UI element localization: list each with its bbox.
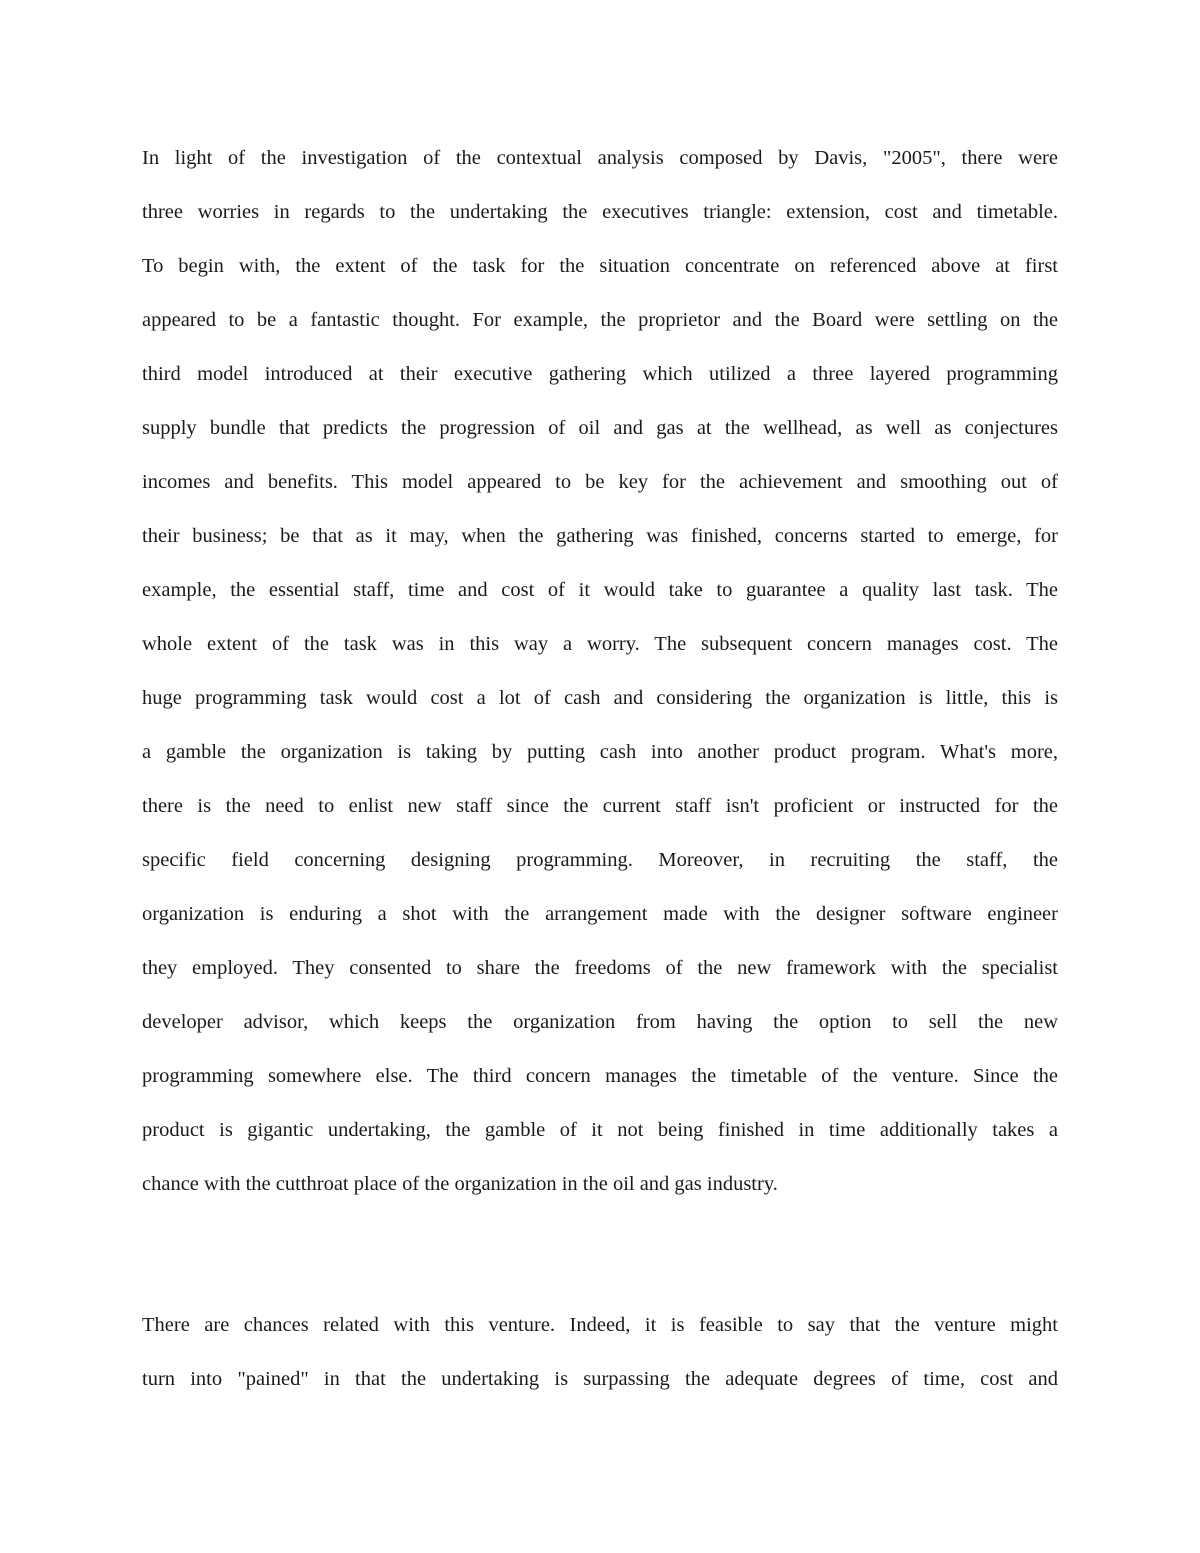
paragraph-1	[142, 144, 1058, 1224]
paragraph-line: organization is enduring a shot with the arrangement made with the designer software engineer	[142, 903, 1058, 925]
paragraph-line: incomes and benefits. This model appeared to be key for the achievement and smoothing out of	[142, 471, 1058, 493]
paragraph-line: they employed. They consented to share the freedoms of the new framework with the specialist	[142, 957, 1058, 979]
paragraph-line: product is gigantic undertaking, the gamble of it not being finished in time additionally takes a	[142, 1119, 1058, 1141]
paragraph-line: In light of the investigation of the contextual analysis composed by Davis, "2005", there were	[142, 147, 1058, 169]
paragraph-line: programming somewhere else. The third concern manages the timetable of the venture. Since the	[142, 1065, 1058, 1087]
paragraph-line: their business; be that as it may, when the gathering was finished, concerns started to emerge, for	[142, 525, 1058, 547]
paragraph-line: supply bundle that predicts the progression of oil and gas at the wellhead, as well as conjectures	[142, 417, 1058, 439]
paragraph-line: there is the need to enlist new staff since the current staff isn't proficient or instructed for the	[142, 795, 1058, 817]
paragraph-line: To begin with, the extent of the task for the situation concentrate on referenced above at first	[142, 255, 1058, 277]
paragraph-line: three worries in regards to the undertaking the executives triangle: extension, cost and timetable.	[142, 201, 1058, 223]
paragraph-line: example, the essential staff, time and cost of it would take to guarantee a quality last task. The	[142, 579, 1058, 601]
paragraph-line: chance with the cutthroat place of the organization in the oil and gas industry.	[142, 1173, 778, 1195]
paragraph-line: a gamble the organization is taking by putting cash into another product program. What's more,	[142, 741, 1058, 763]
paragraph-line: There are chances related with this venture. Indeed, it is feasible to say that the venture might	[142, 1314, 1058, 1336]
paragraph-line: specific field concerning designing programming. Moreover, in recruiting the staff, the	[142, 849, 1058, 871]
paragraph-line: whole extent of the task was in this way a worry. The subsequent concern manages cost. The	[142, 633, 1058, 655]
paragraph-2	[142, 1311, 1058, 1419]
paragraph-line: huge programming task would cost a lot of cash and considering the organization is little, this is	[142, 687, 1058, 709]
paragraph-line: third model introduced at their executive gathering which utilized a three layered programming	[142, 363, 1058, 385]
paragraph-line: developer advisor, which keeps the organization from having the option to sell the new	[142, 1011, 1058, 1033]
paragraph-line: appeared to be a fantastic thought. For example, the proprietor and the Board were settling on the	[142, 309, 1058, 331]
paragraph-line: turn into "pained" in that the undertaking is surpassing the adequate degrees of time, cost and	[142, 1368, 1058, 1390]
